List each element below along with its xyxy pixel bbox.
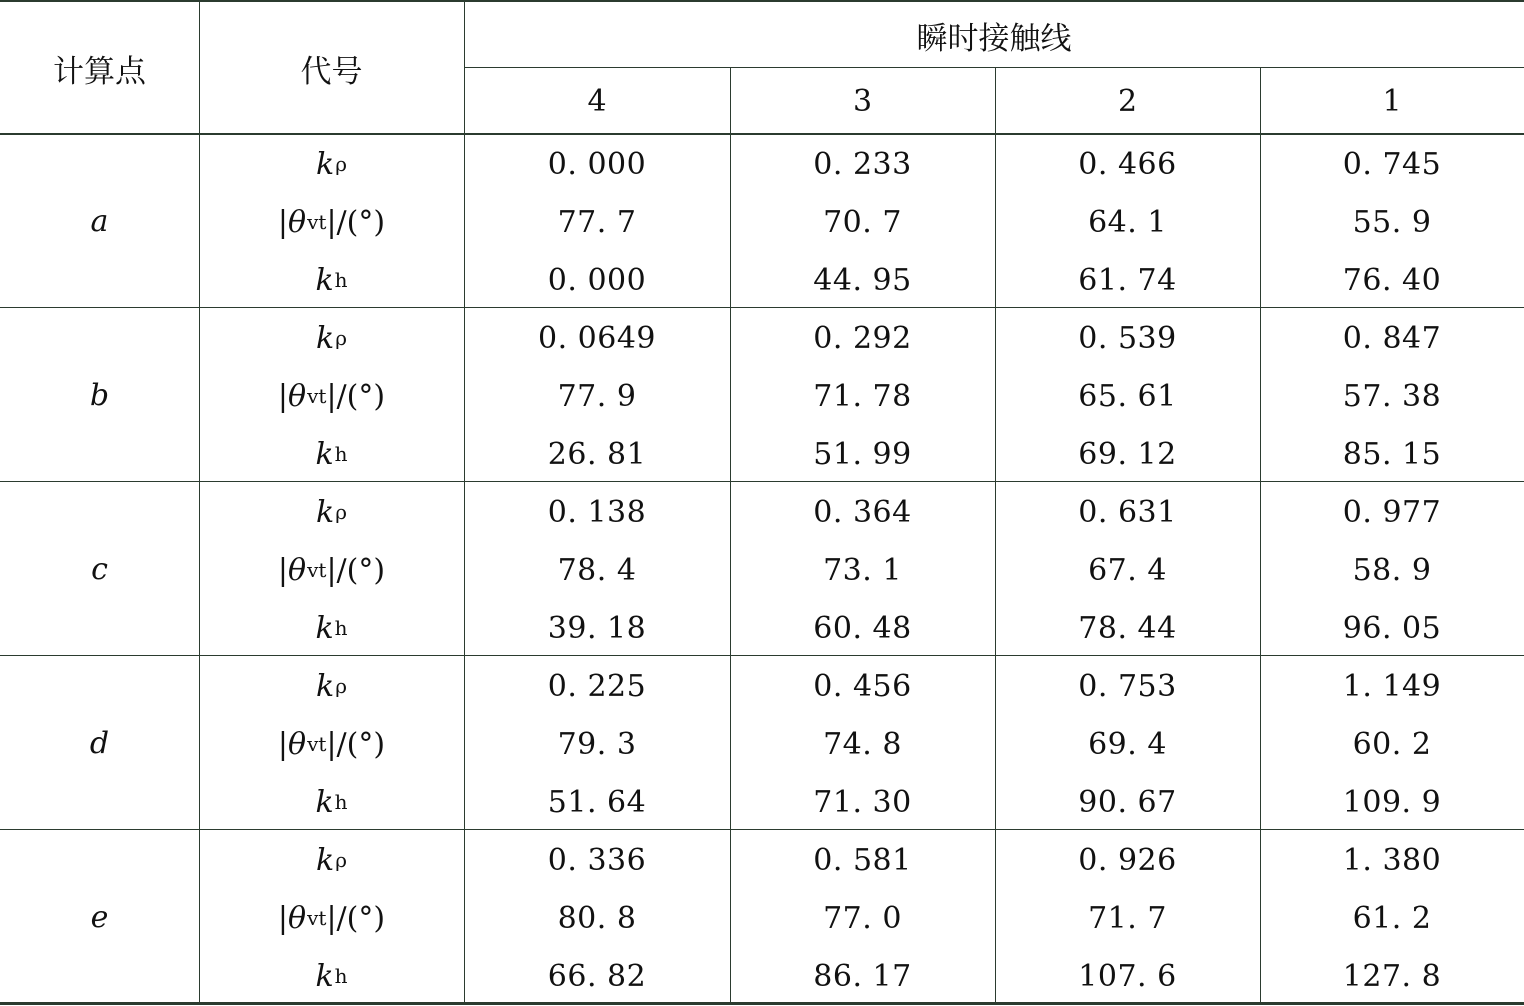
value-cell: 39. 18 [547, 610, 647, 646]
symbol-subscript: vt [307, 732, 327, 756]
value-cell: 0. 000 [547, 262, 647, 298]
symbol-subscript: h [334, 616, 348, 640]
symbol-theta [199, 715, 464, 773]
calc-point-label: e [90, 899, 109, 935]
value-cell: 0. 581 [813, 842, 912, 878]
header-line-2: 2 [1117, 83, 1138, 119]
symbol-subscript: vt [307, 384, 327, 408]
value-cell: 0. 539 [1078, 320, 1177, 356]
subheader-rule [464, 67, 1524, 68]
symbol-main: θ [288, 552, 307, 588]
value-cell: 0. 0649 [537, 320, 656, 356]
group-rule-ab [0, 307, 1524, 308]
symbol-main: k [315, 958, 334, 994]
symbol-subscript: ρ [335, 326, 347, 350]
value-cell: 0. 745 [1342, 146, 1442, 182]
symbol-kp [199, 483, 464, 541]
symbol-main: k [316, 668, 335, 704]
symbol-subscript: vt [307, 210, 327, 234]
symbol-subscript: h [334, 268, 348, 292]
value-cell: 0. 336 [547, 842, 647, 878]
value-cell: 65. 61 [1078, 378, 1177, 414]
symbol-subscript: h [334, 790, 348, 814]
symbol-subscript: ρ [335, 500, 347, 524]
value-cell: 0. 292 [813, 320, 912, 356]
symbol-kh [199, 773, 464, 831]
symbol-kp [199, 831, 464, 889]
value-cell: 1. 380 [1342, 842, 1442, 878]
col-rule-5 [1260, 67, 1261, 1004]
value-cell: 90. 67 [1078, 784, 1177, 820]
header-rule [0, 133, 1524, 135]
top-rule [0, 0, 1524, 2]
value-cell: 86. 17 [813, 958, 912, 994]
symbol-main: k [315, 436, 334, 472]
value-cell: 109. 9 [1342, 784, 1442, 820]
value-cell: 76. 40 [1342, 262, 1442, 298]
symbol-subscript: h [334, 442, 348, 466]
value-cell: 0. 631 [1078, 494, 1177, 530]
value-cell: 0. 138 [547, 494, 647, 530]
value-cell: 0. 456 [813, 668, 912, 704]
calc-point-label: d [89, 725, 110, 761]
value-cell: 69. 4 [1088, 726, 1167, 762]
header-instant-contact-line: 瞬时接触线 [916, 20, 1072, 57]
symbol-main: k [316, 494, 335, 530]
symbol-suffix: |/(°) [326, 204, 386, 240]
symbol-main: k [315, 262, 334, 298]
symbol-kh [199, 947, 464, 1005]
symbol-main: θ [288, 726, 307, 762]
symbol-prefix: | [277, 378, 289, 414]
value-cell: 61. 2 [1352, 900, 1432, 936]
value-cell: 71. 7 [1088, 900, 1167, 936]
value-cell: 69. 12 [1078, 436, 1177, 472]
value-cell: 77. 7 [557, 204, 637, 240]
col-rule-1 [199, 0, 200, 1004]
value-cell: 78. 44 [1078, 610, 1177, 646]
value-cell: 0. 753 [1078, 668, 1177, 704]
value-cell: 77. 0 [823, 900, 902, 936]
value-cell: 60. 48 [813, 610, 912, 646]
value-cell: 78. 4 [557, 552, 637, 588]
value-cell: 64. 1 [1088, 204, 1167, 240]
symbol-suffix: |/(°) [326, 900, 386, 936]
calc-point-label: a [90, 203, 109, 239]
value-cell: 70. 7 [823, 204, 902, 240]
value-cell: 0. 926 [1078, 842, 1177, 878]
value-cell: 60. 2 [1352, 726, 1432, 762]
value-cell: 73. 1 [823, 552, 902, 588]
value-cell: 0. 466 [1078, 146, 1177, 182]
col-rule-2 [464, 0, 465, 1004]
header-code: 代号 [300, 53, 363, 90]
calc-point-label: c [91, 551, 108, 587]
value-cell: 0. 847 [1342, 320, 1442, 356]
symbol-subscript: ρ [335, 848, 347, 872]
group-rule-de [0, 829, 1524, 830]
symbol-kh [199, 599, 464, 657]
symbol-main: θ [288, 900, 307, 936]
value-cell: 51. 99 [813, 436, 912, 472]
value-cell: 77. 9 [557, 378, 637, 414]
value-cell: 71. 30 [813, 784, 912, 820]
symbol-main: k [315, 784, 334, 820]
symbol-main: θ [288, 378, 307, 414]
symbol-main: k [316, 842, 335, 878]
value-cell: 0. 233 [813, 146, 912, 182]
value-cell: 96. 05 [1342, 610, 1442, 646]
calc-point-label: b [89, 377, 110, 413]
value-cell: 74. 8 [823, 726, 902, 762]
value-cell: 0. 364 [813, 494, 912, 530]
bottom-rule [0, 1002, 1524, 1005]
symbol-subscript: h [334, 964, 348, 988]
symbol-kp [199, 309, 464, 367]
value-cell: 26. 81 [547, 436, 647, 472]
value-cell: 79. 3 [557, 726, 637, 762]
symbol-prefix: | [277, 552, 289, 588]
symbol-suffix: |/(°) [326, 726, 386, 762]
value-cell: 58. 9 [1352, 552, 1432, 588]
symbol-kh [199, 251, 464, 309]
value-cell: 0. 977 [1342, 494, 1442, 530]
header-line-4: 4 [587, 83, 607, 119]
symbol-suffix: |/(°) [326, 552, 386, 588]
value-cell: 44. 95 [813, 262, 912, 298]
symbol-subscript: ρ [335, 152, 347, 176]
symbol-subscript: vt [307, 558, 327, 582]
symbol-theta [199, 193, 464, 251]
value-cell: 0. 000 [547, 146, 647, 182]
value-cell: 51. 64 [547, 784, 647, 820]
value-cell: 55. 9 [1352, 204, 1432, 240]
symbol-theta [199, 541, 464, 599]
symbol-prefix: | [277, 204, 289, 240]
symbol-kp [199, 135, 464, 193]
col-rule-4 [995, 67, 996, 1004]
symbol-main: k [315, 610, 334, 646]
symbol-subscript: vt [307, 906, 327, 930]
header-line-3: 3 [852, 83, 873, 119]
symbol-main: θ [288, 204, 307, 240]
value-cell: 57. 38 [1342, 378, 1442, 414]
value-cell: 127. 8 [1342, 958, 1442, 994]
value-cell: 0. 225 [547, 668, 647, 704]
value-cell: 85. 15 [1342, 436, 1442, 472]
symbol-suffix: |/(°) [326, 378, 386, 414]
col-rule-3 [730, 67, 731, 1004]
value-cell: 66. 82 [547, 958, 647, 994]
symbol-theta [199, 889, 464, 947]
value-cell: 80. 8 [557, 900, 637, 936]
symbol-main: k [316, 320, 335, 356]
value-cell: 71. 78 [813, 378, 912, 414]
symbol-theta [199, 367, 464, 425]
symbol-prefix: | [277, 726, 289, 762]
symbol-main: k [316, 146, 335, 182]
header-calc-point: 计算点 [53, 53, 146, 90]
header-line-1: 1 [1382, 83, 1402, 119]
value-cell: 1. 149 [1342, 668, 1442, 704]
group-rule-bc [0, 481, 1524, 482]
symbol-kh [199, 425, 464, 483]
symbol-kp [199, 657, 464, 715]
group-rule-cd [0, 655, 1524, 656]
value-cell: 61. 74 [1078, 262, 1177, 298]
symbol-prefix: | [277, 900, 289, 936]
symbol-subscript: ρ [335, 674, 347, 698]
value-cell: 67. 4 [1088, 552, 1167, 588]
value-cell: 107. 6 [1078, 958, 1177, 994]
